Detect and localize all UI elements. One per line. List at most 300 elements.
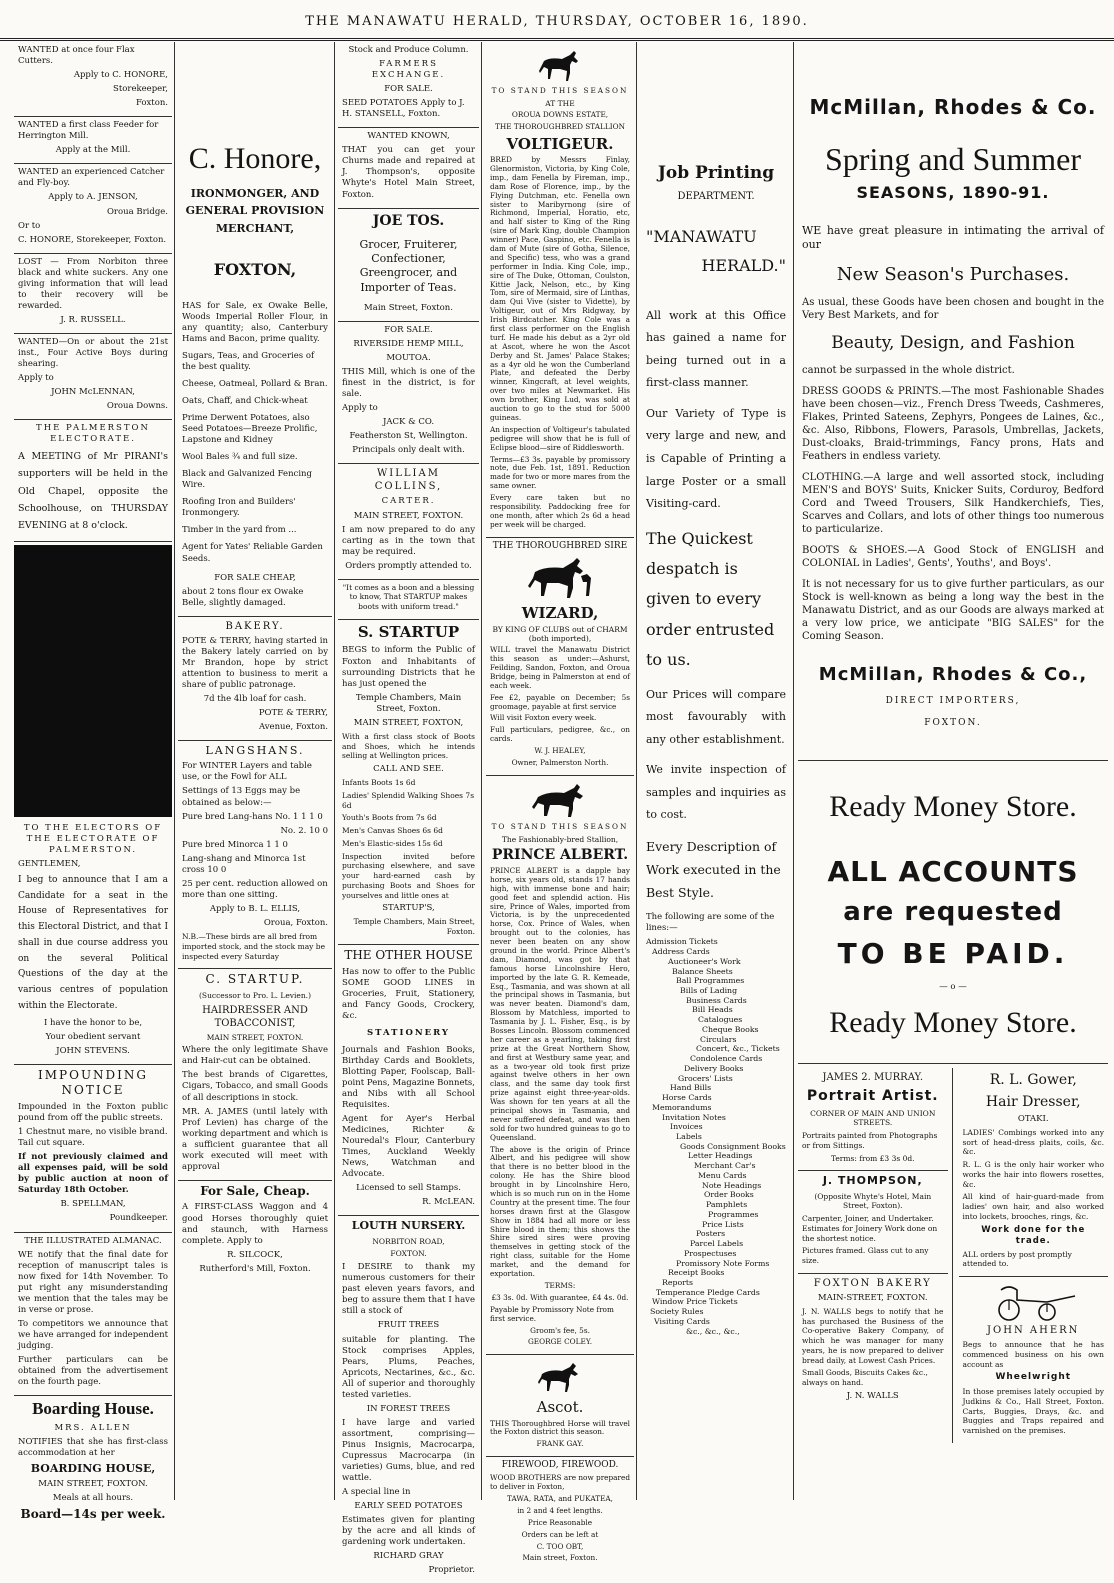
list-item: Horse Cards — [662, 1093, 712, 1103]
ad-mcmillan-rhodes — [798, 42, 1108, 761]
ad-sign: B. SPELLMAN, — [60, 1199, 126, 1210]
small-ads-right — [959, 1068, 1109, 1442]
ad-joe-tos — [338, 209, 479, 322]
ad-title: TO THE ELECTORS OF THE ELECTORATE OF PALMERSTON. — [23, 822, 163, 855]
ad-honore — [178, 42, 332, 617]
ad-sign: JOHN STEVENS. — [56, 1045, 130, 1056]
ad-line: Proprietor. — [428, 1565, 475, 1576]
list-item: Hand Bills — [670, 1083, 712, 1093]
list-item: Menu Cards — [698, 1170, 747, 1180]
ad-line: IN FOREST TREES — [366, 1403, 451, 1414]
ad-line: Spring and Summer — [825, 141, 1081, 177]
ad-line: McMillan, Rhodes & Co., — [818, 664, 1088, 686]
ad-line: AT THE — [545, 98, 575, 108]
ad-text: about 2 tons flour ex Owake Belle, slightly damaged. — [182, 586, 304, 608]
list-item: Balance Sheets — [672, 966, 733, 976]
ad-line: TO STAND THIS SEASON — [491, 821, 629, 831]
ad-text: POTE & TERRY, having started in the Bakery lately carried on by Mr Brandon, hope by strict attention to business to merit a share of public patronage. — [182, 635, 328, 690]
ad-line: ALL ACCOUNTS — [827, 854, 1079, 888]
ad-line: Apply at the Mill. — [55, 145, 131, 156]
ad-line: Beauty, Design, and Fashion — [831, 332, 1075, 353]
ad-text: WE notify that the final date for reception of manuscript tales is now fixed for 14th November. To put right any misunderstanding we mention that the tales may be in verse or prose. — [18, 1249, 168, 1315]
list-item: Ball Programmes — [676, 976, 745, 986]
ad-row: Pure bred Minorca 1 1 0 — [182, 839, 288, 850]
ad-text: Agent for Ayer's Herbal Medicines, Richter & Nouredal's Flour, Canterbury Times, Auckland Weekly News, Watchman and Advocate. — [342, 1114, 475, 1180]
ad-line: Foxton. — [135, 98, 168, 109]
ad-flax-cutters — [14, 42, 172, 117]
ad-hemp-mill — [338, 322, 479, 464]
ad-line: RIVERSIDE HEMP MILL, — [353, 339, 464, 350]
list-item: Letter Headings — [688, 1151, 753, 1161]
ad-text: MR. A. JAMES (until lately with Prof Levien) has charge of the working department and which is a sufficient guarantee that all work executed will meet with approval — [182, 1106, 328, 1172]
list-item: Note Headings — [702, 1180, 762, 1190]
ad-line: BY KING OF CLUBS out of CHARM (both imported), — [492, 624, 628, 644]
ad-title: McMillan, Rhodes & Co. — [809, 95, 1097, 119]
ad-text: I DESIRE to thank my numerous customers for their past eleven years favors, and beg to assure them that I have still a stock of — [342, 1262, 475, 1317]
ad-impounding — [14, 1065, 172, 1233]
list-item: Visiting Cards — [654, 1316, 710, 1326]
ad-text: Inspection invited before purchasing elsewhere, and save your hard-earned cash by purchasing Boots and Shoes for yourselves and little ones at — [342, 851, 475, 900]
ad-text: The above is the origin of Prince Albert, and his pedigree will show that there is no better blood in the colony. He has the Shire blood brought in by Lincolnshire Hero, which is so much run on in the Home Country at the present time. The four horses drawn first at the Glasgow Show in 1884 had all more or less Shire blood in them; this shows the Shire sired sires were proving themselves in getting stock of the right class, suitable for the Home market, and the demand for exportation. — [490, 1144, 630, 1279]
ad-text: DRESS GOODS & PRINTS.—The most Fashionable Shades have been chosen—viz., French Dress Tweeds, Cashmeres, Flakes, Printed Sateens, Zephyrs, Pongees de Laines, &c., &c. Also, Ribbons, Flowers, Parasols, Umbrellas, Jackets, Dust-cloaks, Braid-trimmings, Fancy prons, Hats and Feathers in endless variety. — [802, 386, 1104, 463]
ad-line: Orders can be left at — [521, 1529, 599, 1539]
ad-text: LADIES' Combings worked into any sort of head-dress plaits, coils, &c. &c. — [962, 1127, 1104, 1157]
ad-line: Apply to C. HONORE, — [73, 70, 168, 81]
list-item: Temperance Pledge Cards — [656, 1287, 760, 1297]
ad-line: TO BE PAID. — [837, 937, 1069, 971]
ad-line: Apply to — [18, 373, 54, 384]
ad-line: 7d the 4lb loaf for cash. — [203, 693, 307, 704]
list-item: Admission Tickets — [646, 937, 718, 947]
ad-text: If not previously claimed and all expenses paid, will be sold by public auction at noon of Saturday 18th October. — [18, 1152, 168, 1196]
ad-line: STATIONERY — [367, 1027, 450, 1038]
ad-line: CALL AND SEE. — [373, 764, 444, 775]
ad-text: Where the only legitimate Shave and Hair-cut can be obtained. — [182, 1045, 328, 1067]
job-text: The Quickest despatch is given to every order entrusted to us. — [646, 528, 775, 670]
column-2 — [178, 42, 332, 1500]
ad-line: BOARDING HOUSE, — [30, 1461, 156, 1475]
job-title: Job Printing — [657, 163, 775, 183]
ad-title: C. Honore, — [188, 142, 322, 175]
ad-palmerston-electorate — [14, 420, 172, 542]
ad-prince-albert — [486, 776, 634, 1355]
ad-text: For WINTER Layers and table use, or the Fowl for ALL — [182, 761, 312, 783]
ad-item: Agent for Yates' Reliable Garden Seeds. — [182, 542, 323, 564]
ad-title: LOUTH NURSERY. — [351, 1219, 466, 1233]
ad-line: MERCHANT, — [215, 221, 295, 235]
list-item: Order Books — [704, 1190, 754, 1200]
small-ads-left — [798, 1068, 953, 1442]
list-item: Address Cards — [652, 947, 710, 957]
ad-title: S. STARTUP — [357, 622, 460, 641]
ad-text: In those premises lately occupied by Judkins & Co., Hall Street, Foxton. Carts, Buggies, Drays, &c. and Buggies and Traps repaired and varnished on the premises. — [962, 1387, 1104, 1436]
ad-title: WANTED KNOWN, — [367, 131, 450, 142]
ad-line: Oroua Bridge. — [106, 206, 168, 217]
ad-lost — [14, 254, 172, 334]
ad-title: J. THOMPSON, — [822, 1174, 923, 1188]
ad-firewood — [486, 1457, 634, 1570]
ad-line: JOHN McLENNAN, — [51, 387, 135, 398]
ad-sign: W. J. HEALEY, — [534, 746, 586, 756]
ad-sign: STARTUP'S, — [382, 903, 435, 914]
ad-text: PRINCE ALBERT is a dapple bay horse, six years old, stands 17 hands high, with immense bone and hair; good feet and splendid action. His sire, Prince of Wales, imported from Victoria, is by the unprecedented horse, Cox. Prince of Wales, when brought out to the colonies, has never been beaten on any show ground in the world. Prince Albert's dam, Diamond, was got by that famous horse Lincolnshire Hero, imported by the late G. R. Kemeade, Esq., Tasmania, and was shown at all the principal shows in Tasmania, but was never beaten. Diamond's dam, Blossom by Matchless, imported to Tasmania by J. L. Fisher, Esq., is by Bosses Lincoln. Blossom commenced her career as a yearling, taking first prize at the Great Northern Show, and first at Westbury same year, and as a two-year old took first prize against twelve others in her own class, and the same day took first prize against eight three-year-olds. Was shown for ten years at all the principal shows in Tasmania, and never suffered defeat, and was then sold for two hundred guineas to go to Queensland. — [490, 865, 630, 1142]
ad-line: Avenue, Foxton. — [258, 722, 328, 733]
list-item: Pamphlets — [706, 1200, 748, 1210]
ad-title: For Sale, Cheap. — [200, 1183, 310, 1198]
ad-line: Licensed to sell Stamps. — [356, 1183, 461, 1194]
list-item: Circulars — [700, 1034, 737, 1044]
ad-line: FOR SALE. — [384, 84, 433, 95]
ad-line: MAIN STREET, FOXTON. — [206, 1032, 304, 1042]
ad-text: I have large and varied assortment, comprising—Pinus Insignis, Macrocarpa, Cupressus Macrocarpa (in varieties) Gums, blue, and red wattle. — [342, 1417, 475, 1484]
ad-electors — [14, 820, 172, 1065]
horse-icon — [530, 783, 590, 819]
ad-line: FOXTON. — [924, 718, 982, 729]
ad-text: BOOTS & SHOES.—A Good Stock of ENGLISH and COLONIAL in Ladies', Gents', Youths', and Boys'. — [802, 545, 1104, 570]
ad-line: NORBITON ROAD, — [372, 1236, 445, 1246]
ad-title: Ready Money Store. — [829, 789, 1077, 823]
ad-text: An inspection of Voltigeur's tabulated pedigree will show that he is full of Eclipse blood—sire of Riddlesworth. — [490, 424, 630, 452]
ad-line: (Opposite Whyte's Hotel, Main Street, Foxton). — [814, 1191, 932, 1211]
ad-text: THIS Mill, which is one of the finest in the district, is for sale. — [342, 367, 475, 400]
ad-text: WILL travel the Manawatu District this season as under:—Ashurst, Feilding, Sandon, Foxton, and Oroua Bridge, being in Palmerston at end of each week. — [490, 645, 630, 690]
ad-line: MAIN STREET, FOXTON. — [38, 1478, 148, 1489]
blacked-out-area — [14, 545, 172, 817]
ad-line: Payable by Promissory Note from first service. — [490, 1304, 614, 1323]
ad-title: LANGSHANS. — [205, 744, 305, 758]
ad-line: GENERAL PROVISION — [185, 204, 325, 218]
ad-item: Timber in the yard from ... — [182, 525, 297, 536]
job-paper-name: "MANAWATU — [646, 227, 757, 247]
ad-line: in 2 and 4 feet lengths. — [517, 1505, 603, 1515]
ad-line: FRUIT TREES — [377, 1320, 440, 1331]
ad-thompson — [798, 1171, 948, 1274]
ad-text: As usual, these Goods have been chosen and bought in the Very Best Markets, and for — [802, 296, 1104, 321]
ad-line: Storekeeper, — [113, 84, 168, 95]
ad-line: A special line in — [342, 1487, 411, 1498]
ad-title: THE THOROUGHBRED SIRE — [492, 540, 628, 551]
ad-line: Main street, Foxton. — [522, 1553, 598, 1563]
ad-text: BRED by Messrs Finlay, Glenormiston, Victoria, by King Cole, imp., dam Fenella by Fireman, imp., dam Rose of Florence, imp., by the Flying Dutchman, etc. Fenella own sister to Maribyrnong (sire of Richmond, Imperial, Horatio, etc, and half sister to King of the Ring (sire of Mark King, double Champion winner) Pace, Gaspino, etc. Fenella is dam of Mute (sire of Gotha, Silence, and Specific) tess, who was a grand performer in India. King Cole, imp., sire of The Duke, Ottoman, Coulston, Kittie Jack, Nelson, etc., by King Tom, sire of Mermaid, sire of Linthas, dam Qui Vive (sister to Vidette), by Voltigeur, out of Mrs Ridgway, by Irish Birdcatcher. King Cole was a first class performer on the English turf. He made his debut as a 2yr old at Ascot, where he won the Ascot Derby and St. James' Palace Stakes; as a 4yr old he won the Cumberland Plate, and defeated the Derby winner, Kingcraft, at level weights, over two miles at Newmarket. His own brother, King Lud, was sold at auction to go to the stud for 5000 guineas. — [490, 155, 630, 422]
ad-item: 1 Chestnut mare, no visible brand. Tail cut square. — [18, 1127, 168, 1149]
ad-text: suitable for planting. The Stock comprises Apples, Pears, Plums, Peaches, Apricots, Nectarines, &c., &c. All of superior and thoroughly tested varieties. — [342, 1334, 475, 1400]
ad-line: Wheelwright — [995, 1372, 1072, 1383]
ad-catcher — [14, 164, 172, 253]
ad-murray — [798, 1068, 948, 1171]
ad-text: Pictures framed. Glass cut to any size. — [802, 1246, 929, 1266]
ad-text: Portraits painted from Photographs or from Sittings. — [802, 1131, 938, 1150]
ad-line: Orders promptly attended to. — [345, 560, 472, 571]
job-printing-ad — [642, 42, 790, 1336]
list-item: &c., &c., &c., — [686, 1326, 740, 1336]
ad-title: JOE TOS. — [372, 212, 445, 229]
ad-line: Temple Chambers, Main Street, Foxton. — [353, 917, 475, 937]
ad-line: £3 3s. 0d. With guarantee, £4 4s. 0d. — [491, 1292, 629, 1302]
ad-text: ALL orders by post promptly attended to. — [962, 1249, 1072, 1269]
ad-title: JOHN AHERN — [987, 1325, 1080, 1337]
list-item: Posters — [696, 1229, 726, 1239]
ad-text: "It comes as a boon and a blessing to know, That STARTUP makes boots with uniform tread." — [342, 582, 475, 612]
list-item: Business Cards — [686, 995, 747, 1005]
column-1 — [14, 42, 172, 1522]
ad-title: IMPOUNDING NOTICE — [38, 1067, 148, 1098]
ad-title: BAKERY. — [225, 620, 285, 632]
job-dept: DEPARTMENT. — [677, 191, 755, 203]
ad-wizard — [486, 538, 634, 776]
ad-text: WE have great pleasure in intimating the arrival of our — [802, 223, 1104, 252]
ad-line: Apply to — [342, 403, 378, 414]
ad-line: The Fashionably-bred Stallion, — [501, 834, 619, 844]
list-item: Bill Heads — [692, 1005, 733, 1015]
ad-text: NOTIFIES that she has first-class accommodation at her — [18, 1436, 168, 1458]
ad-text: Full particulars, pedigree, &c., on cards. — [490, 725, 630, 744]
ad-text: Journals and Fashion Books, Birthday Cards and Booklets, Blotting Paper, Foolscap, Ball-point Pens, Magazine Bonnets, and Nibs with all School Requisites. — [342, 1044, 475, 1111]
ad-line: MOUTOA. — [386, 353, 431, 364]
ad-other-house — [338, 945, 479, 1217]
ad-text: Carpenter, Joiner, and Undertaker. Estimates for Joinery Work done on the shortest notice. — [802, 1214, 938, 1243]
ad-salute: GENTLEMEN, — [18, 858, 81, 869]
ad-line: Poundkeeper. — [109, 1213, 168, 1224]
list-item: Condolence Cards — [690, 1054, 763, 1064]
job-text: The following are some of the lines:— — [646, 912, 775, 934]
masthead: THE MANAWATU HERALD, THURSDAY, OCTOBER 16, 1890. — [0, 8, 1114, 41]
ad-text: Further particulars can be obtained from the advertisement on the fourth page. — [18, 1354, 168, 1388]
ad-title: Boarding House. — [32, 1399, 154, 1419]
ad-for-sale-cheap — [178, 1181, 332, 1282]
list-item: Promissory Note Forms — [676, 1258, 770, 1268]
ad-almanac — [14, 1233, 172, 1397]
ad-note: N.B.—These birds are all bred from imported stock, and the stock may be inspected every Saturday — [182, 932, 326, 961]
job-text: Our Prices will compare most favourably with any other establishment. — [646, 687, 786, 746]
ad-item: Infants Boots 1s 6d — [342, 778, 416, 788]
ad-text: A FIRST-CLASS Waggon and 4 good Horses thoroughly quiet and staunch, with Harness complete. Apply to — [182, 1202, 328, 1246]
ad-bakery — [178, 617, 332, 741]
ad-text: LOST — From Norbiton three black and white suckers. Any one giving information that will lead to their recovery will be rewarded. — [18, 256, 168, 311]
ad-line: TO STAND THIS SEASON — [491, 86, 629, 95]
ad-line: WANTED at once four Flax Cutters. — [18, 45, 135, 67]
ad-line: FOXTON, — [213, 259, 297, 279]
horse-icon — [536, 1362, 584, 1394]
list-item: Catalogues — [698, 1015, 743, 1025]
ad-title: FOXTON BAKERY — [813, 1277, 932, 1289]
list-item: Labels — [676, 1132, 702, 1141]
list-item: Prospectuses — [684, 1248, 737, 1258]
ad-wanted-known — [338, 128, 479, 208]
ad-title: VOLTIGEUR. — [506, 134, 614, 153]
ad-text: THIS Thoroughbred Horse will travel the Foxton district this season. — [490, 1418, 630, 1437]
ad-ascot — [486, 1355, 634, 1457]
ad-text: I beg to announce that I am a Candidate for a seat in the House of Representatives for this Electoral District, and that I shall in due course address you on the several Political Questions of the day at the various centres of population within the Electorate. — [18, 874, 168, 1011]
list-item: Auctioneer's Work — [668, 956, 741, 966]
ad-line: WANTED a first class Feeder for Herrington Mill. — [18, 120, 159, 142]
ad-title: R. L. Gower, — [989, 1072, 1077, 1089]
job-text: Every Description of Work executed in the Best Style. — [646, 838, 781, 901]
ad-text: Impounded in the Foxton public pound from off the public streets. — [18, 1102, 168, 1124]
ad-line: New Season's Purchases. — [836, 263, 1070, 285]
column-3 — [338, 42, 479, 1576]
list-item: Programmes — [708, 1209, 759, 1219]
horse-icon — [525, 556, 595, 600]
ad-line: (Successor to Pro. L. Levien.) — [199, 990, 311, 1000]
ad-voltigeur — [486, 42, 634, 538]
list-item: Invoices — [670, 1122, 703, 1132]
ad-text: cannot be surpassed in the whole district. — [802, 365, 1015, 377]
ad-line: Principals only dealt with. — [352, 445, 465, 456]
ad-item: Ladies' Splendid Walking Shoes 7s 6d — [342, 790, 475, 810]
ad-line: Grocer, Fruiterer, Confectioner, Greengrocer, and Importer of Teas. — [359, 237, 458, 294]
ad-line: Featherston St, Wellington. — [349, 431, 468, 442]
ad-line: Meals at all hours. — [52, 1493, 134, 1503]
list-item: Invitation Notes — [662, 1112, 726, 1122]
column-6 — [798, 42, 1108, 1500]
ad-item: Men's Canvas Shoes 6s 6d — [342, 826, 443, 836]
column-4 — [486, 42, 634, 1563]
ad-item: Wool Bales ¾ and full size. — [182, 452, 298, 463]
ad-text: It is not necessary for us to give further particulars, as our Stock is well-known as being a long way the best in the Manawatu District, and as our Goods are always marked at a very low price, we anticipate "BIG SALES" for the Coming Season. — [802, 579, 1104, 643]
list-item: Memorandums — [652, 1102, 712, 1112]
ad-line: TAWA, RATA, and PUKATEA, — [506, 1494, 613, 1503]
ad-quote — [338, 580, 479, 620]
ad-title: THE PALMERSTON ELECTORATE. — [36, 423, 150, 445]
ad-line: Terms: from £3 3s 0d. — [830, 1153, 915, 1163]
job-paper-name: HERALD." — [701, 255, 786, 275]
ad-line: Groom's fee, 5s. — [530, 1325, 590, 1335]
list-item: Bills of Lading — [680, 985, 738, 995]
ad-item: Men's Elastic-sides 15s 6d — [342, 838, 443, 848]
ad-text: Has now to offer to the Public SOME GOOD LINES in Groceries, Fruit, Stationery, and Fancy Goods, Crockery, &c. — [342, 966, 475, 1021]
ad-text: WANTED—On or about the 21st inst., Four Active Boys during shearing. — [18, 336, 168, 370]
ad-line: CORNER OF MAIN AND UNION STREETS. — [810, 1108, 936, 1128]
ad-row: Pure bred Lang-hans No. 1 1 1 0 — [182, 811, 323, 822]
ad-text: I am now prepared to do any carting as in the town that may be required. — [342, 524, 475, 557]
ad-stock-produce — [338, 42, 479, 128]
ad-title: WIZARD, — [521, 603, 599, 622]
ad-text: 25 per cent. reduction allowed on more than one sitting. — [182, 878, 328, 900]
ad-title: Stock and Produce Column. — [348, 45, 469, 55]
ad-langshans — [178, 741, 332, 969]
ad-shearing-boys — [14, 334, 172, 420]
ad-line: OROUA DOWNS ESTATE, — [511, 110, 609, 120]
ad-line: CARTER. — [381, 496, 436, 507]
ad-text: BEGS to inform the Public of Foxton and Inhabitants of surrounding Districts that he has just opened the — [342, 645, 475, 689]
ad-text: Terms—£3 3s. payable by promissory note, due Feb. 1st, 1891. Reduction made for two or more mares from the same owner. — [490, 454, 630, 491]
ad-line: C. HONORE, Storekeeper, Foxton. — [18, 234, 167, 245]
ad-sign: R. McLEAN. — [422, 1197, 475, 1208]
list-item: Receipt Books — [668, 1268, 725, 1278]
ad-line: Your obedient servant — [45, 1031, 141, 1042]
ad-line: SEASONS, 1890-91. — [856, 183, 1050, 203]
ad-title: PRINCE ALBERT. — [491, 846, 629, 863]
ad-text: All kind of hair-guard-made from ladies' own hair, and also worked into lockets, brooches, rings, &c. — [962, 1192, 1104, 1221]
ad-line: FOXTON. — [390, 1249, 427, 1259]
ad-line: Portrait Artist. — [806, 1088, 939, 1105]
ad-sign: R. SILCOCK, — [227, 1249, 283, 1260]
ad-item: Youth's Boots from 7s 6d — [342, 813, 437, 823]
list-item: Window Price Tickets — [652, 1297, 738, 1307]
ad-line: OTAKI. — [1017, 1113, 1049, 1124]
ad-line: FARMERS EXCHANGE. — [371, 59, 446, 81]
ad-title: WILLIAM COLLINS, — [374, 468, 443, 493]
ad-line: Board—14s per week. — [20, 1507, 166, 1522]
ad-sign: J. N. WALLS — [846, 1390, 899, 1401]
ad-text: A MEETING of Mr PIRANI's supporters will be held in the Old Chapel, opposite the Schoolhouse, on THURSDAY EVENING at 8 o'clock. — [18, 451, 168, 531]
ad-line: are requested — [843, 897, 1063, 928]
ad-item: Roofing Iron and Builders' Ironmongery. — [182, 497, 296, 519]
ad-line: I have the honor to be, — [43, 1017, 143, 1028]
ad-title: FOR SALE. — [384, 324, 433, 335]
ad-sign: J. R. RUSSELL. — [60, 314, 126, 325]
ad-text: Estimates given for planting by the acre and all kinds of gardening work undertaken. — [342, 1515, 475, 1548]
ad-text: J. N. WALLS begs to notify that he has purchased the Business of the Co-operative Bakery Company, of which he was manager for many years, he is now prepared to deliver bread daily, at Lowest Cash Prices. — [802, 1306, 944, 1365]
ad-title: THE OTHER HOUSE — [344, 947, 473, 962]
ad-sign: RICHARD GRAY — [373, 1551, 444, 1562]
ad-text: With a first class stock of Boots and Shoes, which he intends selling at Wellington prices. — [342, 731, 475, 761]
ad-item: Black and Galvanized Fencing Wire. — [182, 469, 312, 491]
ad-line: HAIRDRESSER AND TOBACCONIST, — [202, 1004, 308, 1029]
ad-text: Every care taken but no responsibility. Paddocking free for one month, after which 2s 6d a head per week will be charged. — [490, 493, 630, 529]
ad-feeder — [14, 117, 172, 164]
ad-louth-nursery — [338, 1216, 479, 1583]
horse-icon — [536, 49, 584, 83]
ad-text: WOOD BROTHERS are now prepared to deliver in Foxton, — [490, 1473, 630, 1492]
ad-line: Apply to B. L. ELLIS, — [209, 903, 301, 914]
list-item: Merchant Car's — [694, 1161, 756, 1171]
ad-title: THE ILLUSTRATED ALMANAC. — [24, 1235, 162, 1246]
ad-item: Sugars, Teas, and Groceries of the best quality. — [182, 350, 315, 372]
ad-line: Or to — [18, 220, 41, 231]
ad-line: Ready Money Store. — [829, 1006, 1077, 1040]
ad-text: CLOTHING.—A large and well assorted stock, including MEN'S and BOYS' Suits, Knicker Suits, Corduroy, Bedford Cord and Tweed Trousers, Silk Handkerchiefs, Ties, Scarves and Collars, and lots of other things too numerous to particularize. — [802, 472, 1104, 536]
ad-sign: C. TOO OBT, — [536, 1541, 584, 1551]
ad-line: Work done for the trade. — [981, 1224, 1086, 1246]
ad-boarding-house — [14, 1396, 172, 1530]
ad-text: The best brands of Cigarettes, Cigars, Tobacco, and small Goods of all descriptions in stock. — [182, 1070, 328, 1103]
list-item: Goods Consignment Books — [680, 1141, 786, 1151]
ad-text: THAT you can get your Churns made and repaired at J. Thompson's, opposite Whyte's Hotel Main Street, Foxton. — [342, 145, 475, 200]
ad-row: Lang-shang and Minorca 1st cross 10 0 — [182, 853, 306, 875]
ad-text: HAS for Sale, ex Owake Belle, Woods Imperial Roller Flour, in any quantity; also, Canterbury Hams and Bacon, prime quality. — [182, 300, 328, 344]
ad-text: Settings of 13 Eggs may be obtained as below:— — [182, 786, 301, 808]
ad-text: To competitors we announce that we have arranged for independent judging. — [18, 1318, 168, 1351]
list-item: Grocers' Lists — [678, 1073, 733, 1083]
list-item: Reports — [662, 1278, 694, 1288]
list-item: Delivery Books — [684, 1063, 744, 1073]
list-item: Cheque Books — [702, 1024, 759, 1034]
ad-line: Price Reasonable — [527, 1517, 593, 1527]
ad-row: No. 2. 10 0 — [280, 825, 328, 836]
ad-line: EARLY SEED POTATOES — [354, 1501, 463, 1512]
ad-startup-hairdresser — [178, 969, 332, 1181]
ad-line: Oroua Downs. — [106, 401, 168, 412]
ad-line: MAIN STREET, FOXTON. — [353, 510, 464, 521]
ad-sign: POTE & TERRY, — [258, 708, 328, 718]
ad-line: Temple Chambers, Main Street, Foxton. — [355, 692, 462, 714]
ad-item: Prime Derwent Potatoes, also Seed Potatoes—Breeze Prolific, Lapstone and Kidney — [182, 413, 318, 446]
ad-foxton-bakery — [798, 1274, 948, 1409]
ad-text: Begs to announce that he has commenced business on his own account as — [962, 1340, 1104, 1369]
ad-line: Oroua, Foxton. — [263, 917, 328, 928]
ad-text: Small Goods, Biscuits Cakes &c., always on hand. — [802, 1368, 928, 1388]
ad-line: FOR SALE CHEAP, — [214, 572, 296, 583]
ad-title: JAMES 2. MURRAY. — [822, 1072, 924, 1084]
ad-title: C. STARTUP. — [205, 972, 305, 987]
job-text: We invite inspection of samples and inquiries as to cost. — [646, 763, 786, 822]
job-lines-list — [646, 937, 786, 1336]
ad-text: SEED POTATOES Apply to J. H. STANSELL, Foxton. — [342, 98, 465, 120]
ad-line: Rutherford's Mill, Foxton. — [199, 1263, 311, 1274]
ad-collins — [338, 464, 479, 579]
ad-line: MAIN STREET, FOXTON, — [353, 717, 464, 728]
